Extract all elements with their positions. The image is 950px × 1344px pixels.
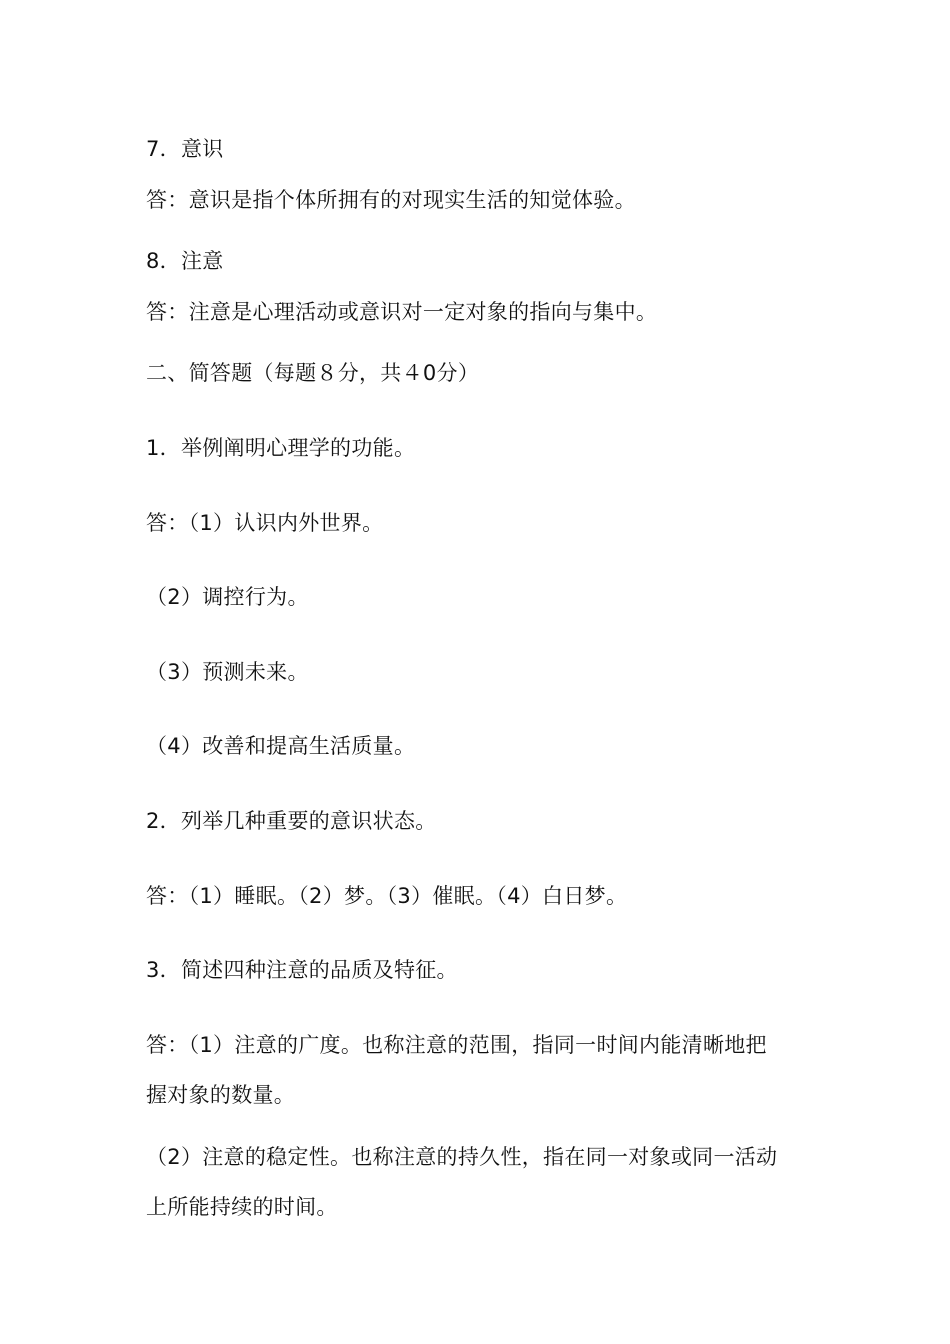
answer-1-item-3: （3）预测未来。: [146, 660, 309, 684]
answer-3-item-1-line-1: 答：（1）注意的广度。也称注意的范围，指同一时间内能清晰地把: [146, 1033, 767, 1057]
term-heading-consciousness: 7．意识: [146, 137, 224, 161]
answer-1-item-4: （4）改善和提高生活质量。: [146, 734, 416, 758]
answer-1-item-1: 答：（1）认识内外世界。: [146, 511, 384, 535]
answer-1-item-2: （2）调控行为。: [146, 585, 309, 609]
question-2: 2．列举几种重要的意识状态。: [146, 809, 437, 833]
answer-3-item-2-line-2: 上所能持续的时间。: [146, 1195, 338, 1219]
term-heading-attention: 8．注意: [146, 249, 224, 273]
question-3: 3．简述四种注意的品质及特征。: [146, 958, 458, 982]
answer-3-item-1-line-2: 握对象的数量。: [146, 1083, 296, 1107]
section-heading-short-answer: 二、简答题（每题８分，共４0分）: [146, 361, 480, 385]
question-1: 1．举例阐明心理学的功能。: [146, 436, 416, 460]
answer-consciousness: 答：意识是指个体所拥有的对现实生活的知觉体验。: [146, 188, 636, 212]
answer-3-item-2-line-1: （2）注意的稳定性。也称注意的持久性，指在同一对象或同一活动: [146, 1145, 778, 1169]
answer-2: 答：（1）睡眠。（2）梦。（3）催眠。（4）白日梦。: [146, 884, 628, 908]
answer-attention: 答：注意是心理活动或意识对一定对象的指向与集中。: [146, 300, 658, 324]
